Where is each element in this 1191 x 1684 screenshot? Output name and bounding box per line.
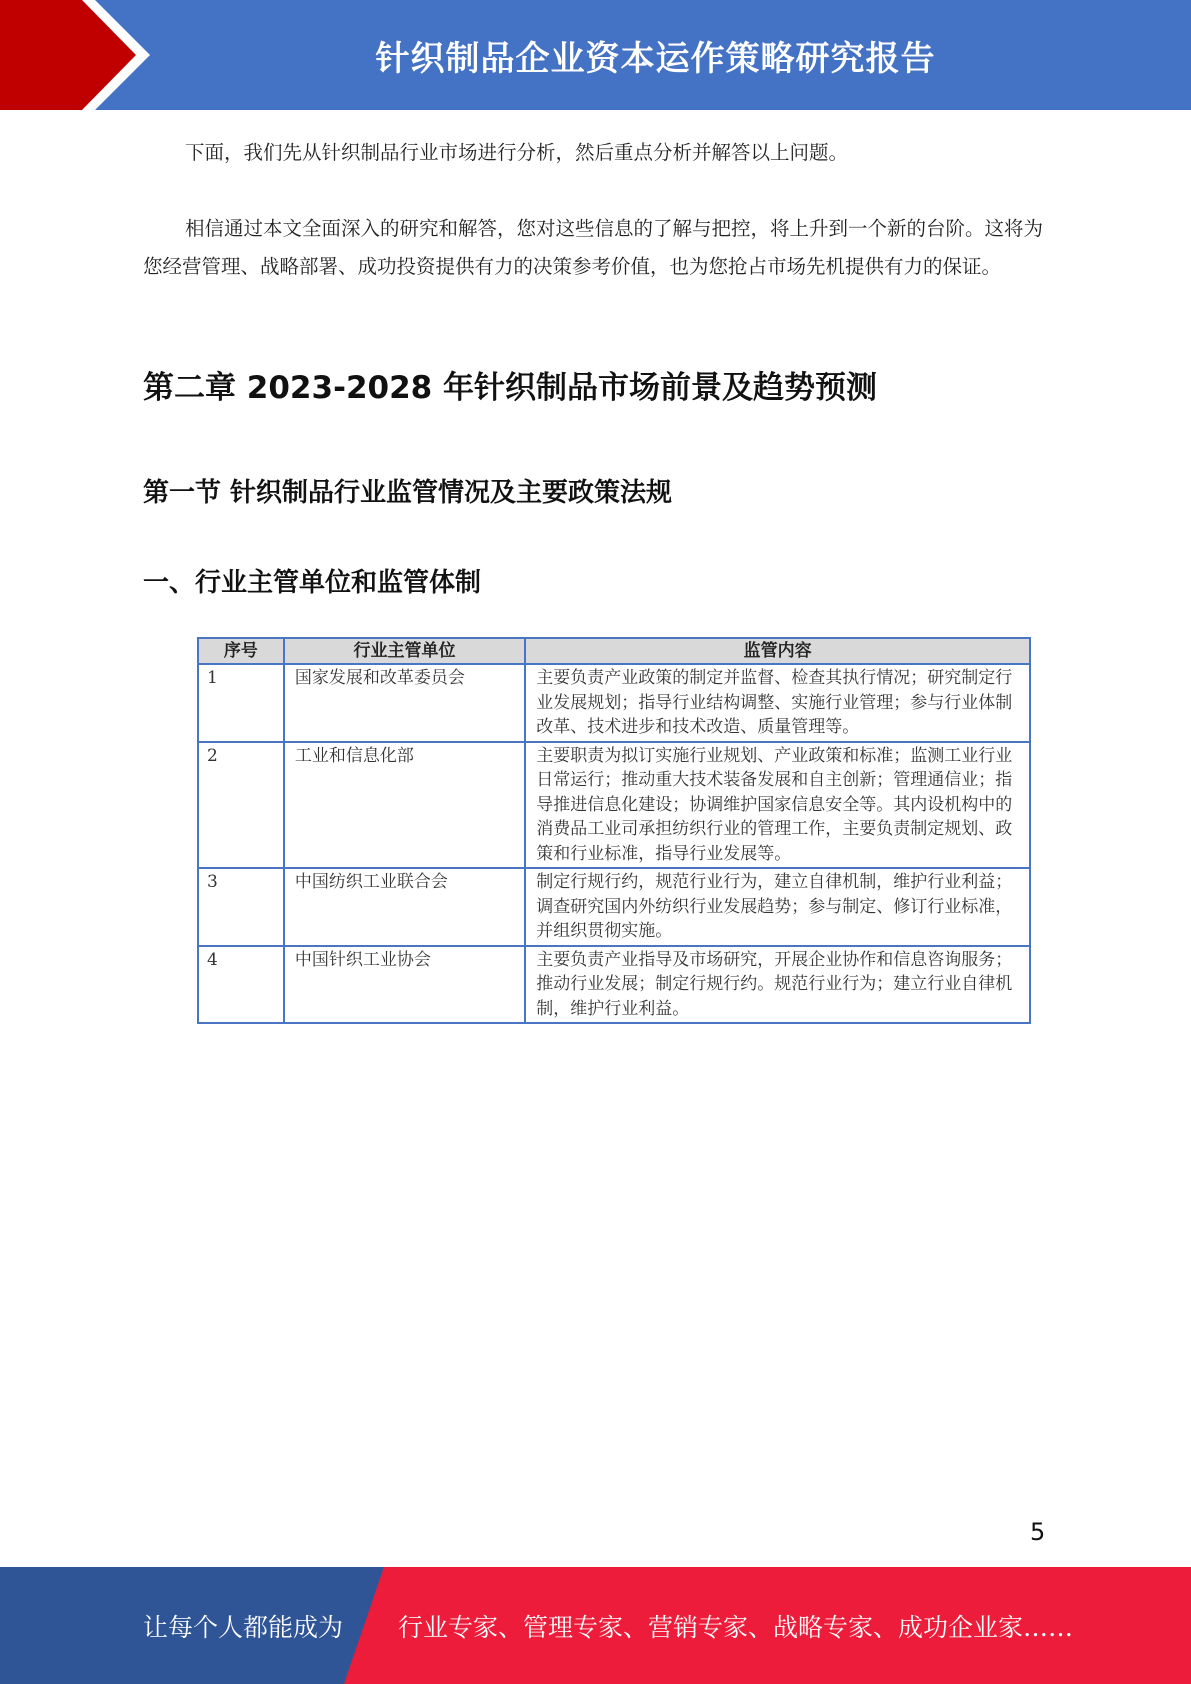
row-number: 1 (198, 664, 284, 742)
row-content: 主要负责产业政策的制定并监督、检查其执行情况；研究制定行业发展规划；指导行业结构调整、实施行业管理；参与行业体制改革、技术进步和技术改造、质量管理等。 (525, 664, 1030, 742)
row-unit: 国家发展和改革委员会 (284, 664, 525, 742)
table-row (198, 868, 1030, 946)
report-title: 针织制品企业资本运作策略研究报告 (375, 38, 936, 79)
row-number: 3 (198, 868, 284, 946)
footer-banner (0, 1567, 1191, 1684)
header-banner (0, 0, 1191, 110)
row-content: 制定行规行约，规范行业行为，建立自律机制，维护行业利益；调查研究国内外纺织行业发展趋势；参与制定、修订行业标准，并组织贯彻实施。 (525, 868, 1030, 946)
table-header-row (198, 638, 1030, 664)
chapter-heading: 第二章 2023-2028 年针织制品市场前景及趋势预测 (143, 370, 878, 406)
table-header-content: 监管内容 (525, 638, 1030, 664)
table-row (198, 946, 1030, 1024)
subsection-heading: 一、行业主管单位和监管体制 (143, 568, 482, 598)
table-row (198, 664, 1030, 742)
regulatory-table (197, 637, 1031, 1024)
intro-paragraph: 下面，我们先从针织制品行业市场进行分析，然后重点分析并解答以上问题。 (185, 141, 849, 164)
row-content: 主要负责产业指导及市场研究，开展企业协作和信息咨询服务；推动行业发展；制定行规行约。规范行业行为；建立行业自律机制，维护行业利益。 (525, 946, 1030, 1024)
table-row (198, 742, 1030, 869)
table-header-unit: 行业主管单位 (284, 638, 525, 664)
row-number: 2 (198, 742, 284, 869)
row-number: 4 (198, 946, 284, 1024)
table-header-num: 序号 (198, 638, 284, 664)
footer-slogan-left: 让每个人都能成为 (143, 1612, 344, 1642)
row-unit: 工业和信息化部 (284, 742, 525, 869)
page-number: 5 (1030, 1518, 1046, 1546)
row-unit: 中国针织工业协会 (284, 946, 525, 1024)
row-unit: 中国纺织工业联合会 (284, 868, 525, 946)
section-heading: 第一节 针织制品行业监管情况及主要政策法规 (143, 478, 673, 508)
row-content: 主要职责为拟订实施行业规划、产业政策和标准；监测工业行业日常运行；推动重大技术装备发展和自主创新；管理通信业；指导推进信息化建设；协调维护国家信息安全等。其内设机构中的消费品工业司承担纺织行业的管理工作，主要负责制定规划、政策和行业标准，指导行业发展等。 (525, 742, 1030, 869)
summary-paragraph: 相信通过本文全面深入的研究和解答，您对这些信息的了解与把控，将上升到一个新的台阶。这将为您经营管理、战略部署、成功投资提供有力的决策参考价值，也为您抢占市场先机提供有力的保证。 (143, 217, 1044, 278)
footer-slogan-right: 行业专家、管理专家、营销专家、战略专家、成功企业家…… (398, 1612, 1074, 1642)
